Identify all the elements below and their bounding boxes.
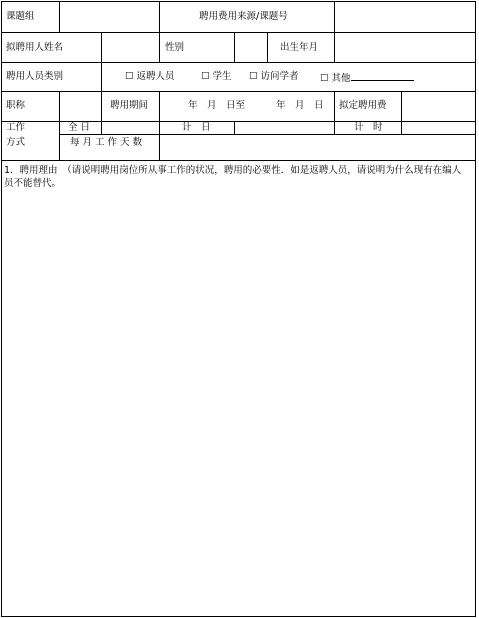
gender-label: 性别 (165, 42, 185, 53)
option-other-checkbox[interactable] (320, 71, 414, 85)
col-divider (101, 121, 102, 134)
reason-line-2: 员不能替代。 (4, 178, 62, 189)
col-divider (59, 121, 60, 160)
work-mode-label-line1: 工作 (6, 122, 26, 133)
col-divider (234, 121, 235, 134)
applicant-name-label: 拟聘用人姓名 (6, 42, 64, 53)
row-divider (59, 134, 476, 135)
option-visiting-scholar-checkbox[interactable]: ☐ 访问学者 (249, 71, 299, 82)
col-divider (59, 1, 60, 32)
col-divider (234, 32, 235, 62)
col-divider (334, 121, 335, 134)
group-label: 课题组 (6, 11, 35, 22)
option-other-label: ☐ 其他 (320, 73, 351, 84)
border-bottom (1, 616, 476, 617)
period-end: 年 月 日 (276, 100, 324, 111)
col-divider (159, 91, 160, 121)
col-divider (101, 62, 102, 91)
row-divider (1, 160, 476, 161)
col-divider (401, 91, 402, 121)
job-title-label: 职称 (6, 100, 26, 111)
proposed-fee-label: 拟定聘用费 (339, 100, 387, 111)
col-divider (159, 1, 160, 32)
monthly-workdays-label: 每 月 工 作 天 数 (70, 137, 143, 148)
period-label: 聘用期间 (110, 100, 149, 111)
col-divider (334, 1, 335, 32)
col-divider (401, 121, 402, 134)
row-divider (1, 62, 476, 63)
fulltime-label: 全 日 (68, 122, 91, 133)
col-divider (59, 91, 60, 121)
total-hours-label: 计 时 (354, 122, 383, 133)
period-start: 年 月 日至 (188, 100, 246, 111)
border-top (1, 1, 476, 2)
hiring-reason-section[interactable] (4, 164, 474, 190)
funding-source-label: 聘用费用来源/课题号 (199, 11, 288, 22)
border-right (475, 1, 476, 617)
col-divider (334, 32, 335, 62)
col-divider (159, 32, 160, 62)
reason-line-1: 1．聘用理由 （请说明聘用岗位所从事工作的状况，聘用的必要性．如是返聘人员，请说明为什么现有在编人 (4, 165, 462, 176)
other-fill-blank[interactable] (351, 71, 414, 81)
row-divider (1, 32, 476, 33)
border-left (1, 1, 2, 617)
birth-date-label: 出生年月 (280, 42, 319, 53)
work-mode-label-line2: 方式 (6, 137, 26, 148)
col-divider (267, 32, 268, 62)
total-days-label: 计 日 (182, 122, 211, 133)
col-divider (159, 121, 160, 160)
col-divider (101, 32, 102, 62)
col-divider (334, 91, 335, 121)
option-student-checkbox[interactable]: ☐ 学生 (201, 71, 232, 82)
col-divider (101, 91, 102, 121)
category-label: 聘用人员类别 (6, 71, 64, 82)
row-divider (1, 91, 476, 92)
option-rehire-checkbox[interactable]: ☐ 返聘人员 (125, 71, 175, 82)
